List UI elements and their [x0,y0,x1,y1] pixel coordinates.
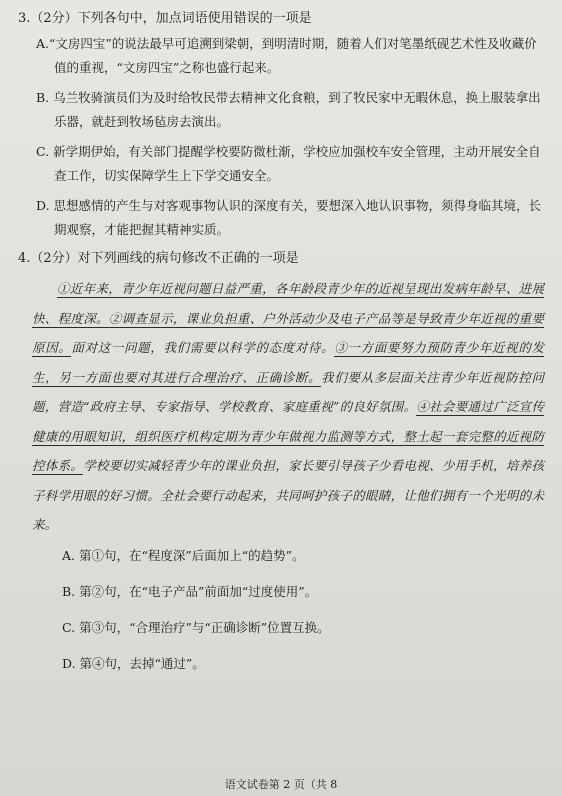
question-4-options [14,546,548,674]
q3-option-d: D. 思想感情的产生与对客观事物认识的深度有关，要想深入地认识事物，须得身临其境，长期观察，才能把握其精神实质。 [36,198,542,237]
passage-sentence: ②调查显示，课业负担重、户外活动少及电子产品等是导致青少年近视的重要原因。 [32,310,544,355]
q4-option-b: B. 第②句，在“电子产品”前面加“过度使用”。 [62,583,318,599]
question-3-options [14,32,548,242]
passage-sentence: 面对这一问题，我们需要以科学的态度对待。 [71,340,335,355]
q4-option-c: C. 第③句，“合理治疗”与“正确诊断”位置互换。 [62,619,330,635]
question-4-passage [14,274,548,540]
question-3-title: 3.（2分）下列各句中，加点词语使用错误的一项是 [18,11,312,26]
passage-sentence: ④社会要通过广泛宣传健康的用眼知识，组织医疗机构定期为青少年做视力监测等方式，整土起一套完整的近视防控体系。 [32,399,544,473]
q3-option-c: C. 新学期伊始，有关部门提醒学校要防微杜渐，学校应加强校车安全管理，主动开展安全自查工作，切实保障学生上下学交通安全。 [36,144,541,183]
passage-sentence: 我们要从多层面关注青少年近视防控问题，营造“政府主导、专家指导、学校教育、家庭重视”的良好氛围。 [32,369,544,414]
q3-option-a: A.“文房四宝”的说法最早可追溯到梁朝，到明清时期，随着人们对笔墨纸砚艺术性及收藏价值的重视，“文房四宝”之称也盛行起来。 [36,36,537,75]
passage-sentence: ①近年来，青少年近视问题日益严重，各年龄段青少年的近视呈现出发病年龄早、进展快、程度深。 [32,281,544,326]
q4-option-d: D. 第④句，去掉“通过”。 [62,655,205,671]
page-footer: 语文试卷第 2 页（共 8 [224,778,338,791]
q3-option-b: B. 乌兰牧骑演员们为及时给牧民带去精神文化食粮，到了牧民家中无暇休息，换上服装拿出乐器，就赶到牧场毡房去演出。 [36,90,541,129]
q4-option-a: A. 第①句，在“程度深”后面加上“的趋势”。 [62,547,305,563]
question-4-title: 4.（2分）对下列画线的病句修改不正确的一项是 [18,251,299,266]
passage-sentence: ③一方面要努力预防青少年近视的发生，另一方面也要对其进行合理治疗、正确诊断。 [32,340,544,385]
passage-sentence: 学校要切实减轻青少年的课业负担，家长要引导孩子少看电视、少用手机，培养孩子科学用眼的好习惯。全社会要行动起来，共同呵护孩子的眼睛，让他们拥有一个光明的未来。 [32,458,544,532]
